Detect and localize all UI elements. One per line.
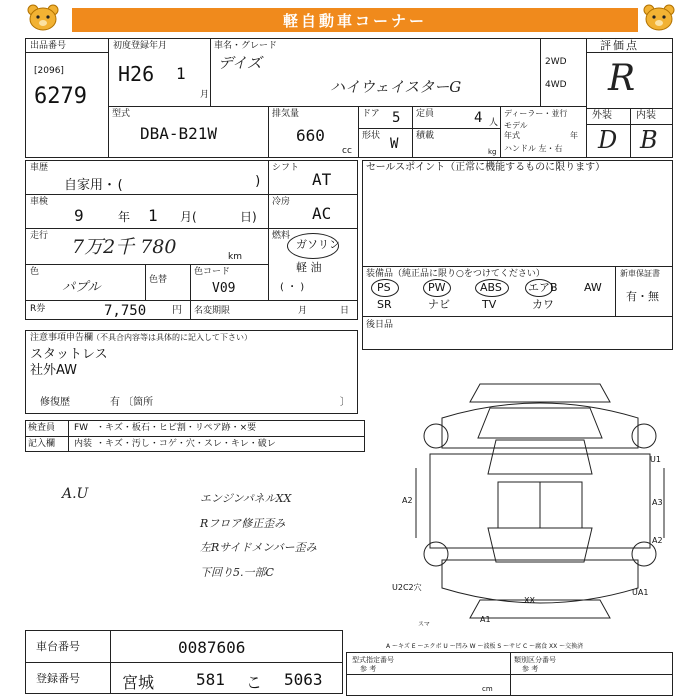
notes-label-note: （不具合内容等は具体的に記入して下さい） [92,333,252,342]
inspection-month-unit: 月( [180,210,197,224]
color-code: V09 [212,281,236,296]
diag-a3: A3 [652,498,663,507]
registration-class: 581 [196,670,225,689]
notes-label: 注意事項申告欄 [30,333,94,343]
chassis-label: 車台番号 [36,640,80,653]
history-value: 自家用・( [64,178,124,193]
car-diagram [410,378,670,628]
recycle-month-unit: 月 [298,306,308,316]
rating-label: 評価点 [600,39,639,52]
doors-label: ドア [362,109,380,119]
damage-legend: A ーキズ E ーエクボ U ー凹み W ー波板 S ーサビ C ー腐食 XX ー交換済 [386,643,584,650]
rating-int-label: 内装 [636,110,656,121]
model-label: 型式 [112,109,131,119]
fuel-diesel: 軽 油 [296,261,322,274]
repair-close: 〕 [340,397,350,408]
rating-ext-label: 外装 [592,110,612,121]
equip-leather: カワ [532,298,554,311]
sales-label: セールスポイント（正常に機能するものに限ります） [366,162,606,173]
dealer-label: ディーラー・並行 [504,109,568,118]
fuel-paren: ( ・ ) [280,282,305,293]
first-reg-month: 1 [176,64,186,83]
history-label: 車歴 [30,163,49,173]
registration-number: 5063 [284,670,323,689]
shift-value: AT [312,170,332,189]
diag-ua1: UA1 [632,588,649,597]
registration-pref: 宮城 [122,673,155,692]
checker-row2: ・キズ・汚し・コゲ・穴・スレ・キレ・破レ [96,439,276,449]
displacement-value: 660 [296,126,325,145]
diag-u2c2: U2C2穴 [392,583,422,592]
lot-sub: [2096] [34,66,64,76]
notes-line2: 社外AW [30,363,78,378]
rating-ext-value: D [598,126,618,154]
warranty-value: 有・無 [626,290,659,303]
handwritten-au: A.U [62,486,89,502]
notes-line1: スタットレス [30,347,108,362]
diag-u1: U1 [650,455,661,464]
registration-label: 登録番号 [36,672,80,685]
dealer-model-label: モデル [504,121,528,130]
diag-a2-left: A2 [402,496,413,505]
diag-smart: スマ [418,621,430,628]
inspection-day-unit: 日) [240,210,257,224]
rating-value: R [608,58,636,99]
color-change-label: 色替 [149,275,168,285]
first-reg-month-unit: 月 [200,90,210,100]
equip-abs: ABS [480,281,502,294]
handwritten-note-4: 下回り5.一部C [200,566,274,579]
foot-label-4: 参 考 [522,665,539,673]
capacity-label: 定員 [416,109,435,119]
equip-tv: TV [482,298,497,311]
doors-value: 5 [392,110,401,126]
dealer-handle-label: ハンドル 左・右 [504,144,563,153]
foot-cm: cm [482,685,493,693]
rating-int-value: B [640,126,658,154]
checker-row1: ・キズ・板石・ヒビ割・リペア跡・×要 [96,423,257,433]
fuel-label: 燃料 [272,231,291,241]
first-reg-era: H26 [118,62,155,86]
shape-value: W [390,136,399,152]
bottom-label: 後日品 [366,320,394,330]
color-code-label: 色コード [194,267,231,277]
inspection-year-unit: 年 [118,210,131,224]
ac-label: 冷房 [272,197,291,207]
bear-icon-left [26,3,60,33]
inspection-month: 1 [148,206,158,225]
lot-label: 出品番号 [30,41,67,51]
warranty-label: 新車保証書 [620,269,660,278]
repair-value: 有 〔箇所 [110,397,154,408]
chassis-value: 0087606 [178,638,246,657]
lot-number: 6279 [34,84,87,109]
diag-xx: XX [524,596,535,605]
foot-label-3: 類別区分番号 [514,656,556,664]
drive-2wd: 2WD [545,57,567,67]
color-value: パプル [62,280,101,295]
equip-aw: AW [584,281,602,294]
handwritten-note-1: エンジンパネルXX [200,492,292,505]
mileage-unit: km [228,252,242,262]
foot-label-1: 型式指定番号 [352,656,394,664]
first-reg-label: 初度登録年月 [113,41,168,51]
equip-label: 装備品（純正品に限り○をつけてください） [366,269,545,279]
history-close: ) [254,174,262,189]
repair-label: 修復歴 [40,397,70,408]
handwritten-note-3: 左Rサイドメンバー歪み [200,541,317,554]
checker-label-1: 検査員 [28,423,56,433]
dealer-year-label: 年式 [504,131,520,140]
equip-sr: SR [377,298,392,311]
diag-a2-right: A2 [652,536,663,545]
recycle-unit: 円 [172,305,182,316]
load-unit: kg [488,148,497,156]
car-name: デイズ [218,54,262,72]
header-title: 軽自動車コーナー [282,12,427,30]
recycle-label: R券 [30,304,46,314]
header-banner [0,0,700,36]
bear-icon-right [642,3,676,33]
displacement-label: 排気量 [272,109,300,119]
dealer-year-unit: 年 [570,131,578,140]
fuel-gasoline: ガソリン [296,238,340,251]
form-mid-right-frame [362,160,673,350]
equip-airbag: エアB [528,281,558,294]
shift-label: シフト [272,163,300,173]
checker-label-2: 記入欄 [28,439,56,449]
color-label: 色 [30,267,40,277]
handwritten-note-2: Rフロア修正歪み [200,517,286,530]
shape-label: 形状 [362,131,381,141]
inspection-label: 車検 [30,197,49,207]
displacement-unit: cc [342,146,352,156]
equip-navi: ナビ [428,298,450,311]
capacity-unit: 人 [489,118,499,128]
checker-row1-head: FW [74,423,89,433]
car-name-label: 車名・グレード [214,41,278,51]
equip-pw: PW [428,281,446,294]
recycle-trans-label: 名変期限 [194,306,231,316]
checker-row2-head: 内装 [74,439,93,449]
capacity-value: 4 [474,110,483,126]
recycle-value: 7,750 [104,303,147,319]
drive-4wd: 4WD [545,80,567,90]
mileage-value: 7万2千 780 [72,236,177,258]
registration-kana: こ [246,673,263,692]
diag-a1: A1 [480,615,491,624]
mileage-label: 走行 [30,231,49,241]
model-value: DBA-B21W [140,124,218,143]
recycle-day-unit: 日 [340,306,350,316]
car-grade: ハイウェイスターG [330,78,462,96]
inspection-year: 9 [74,206,84,225]
foot-label-2: 参 考 [360,665,377,673]
load-label: 積載 [416,131,435,141]
equip-ps: PS [377,281,391,294]
ac-value: AC [312,204,332,223]
